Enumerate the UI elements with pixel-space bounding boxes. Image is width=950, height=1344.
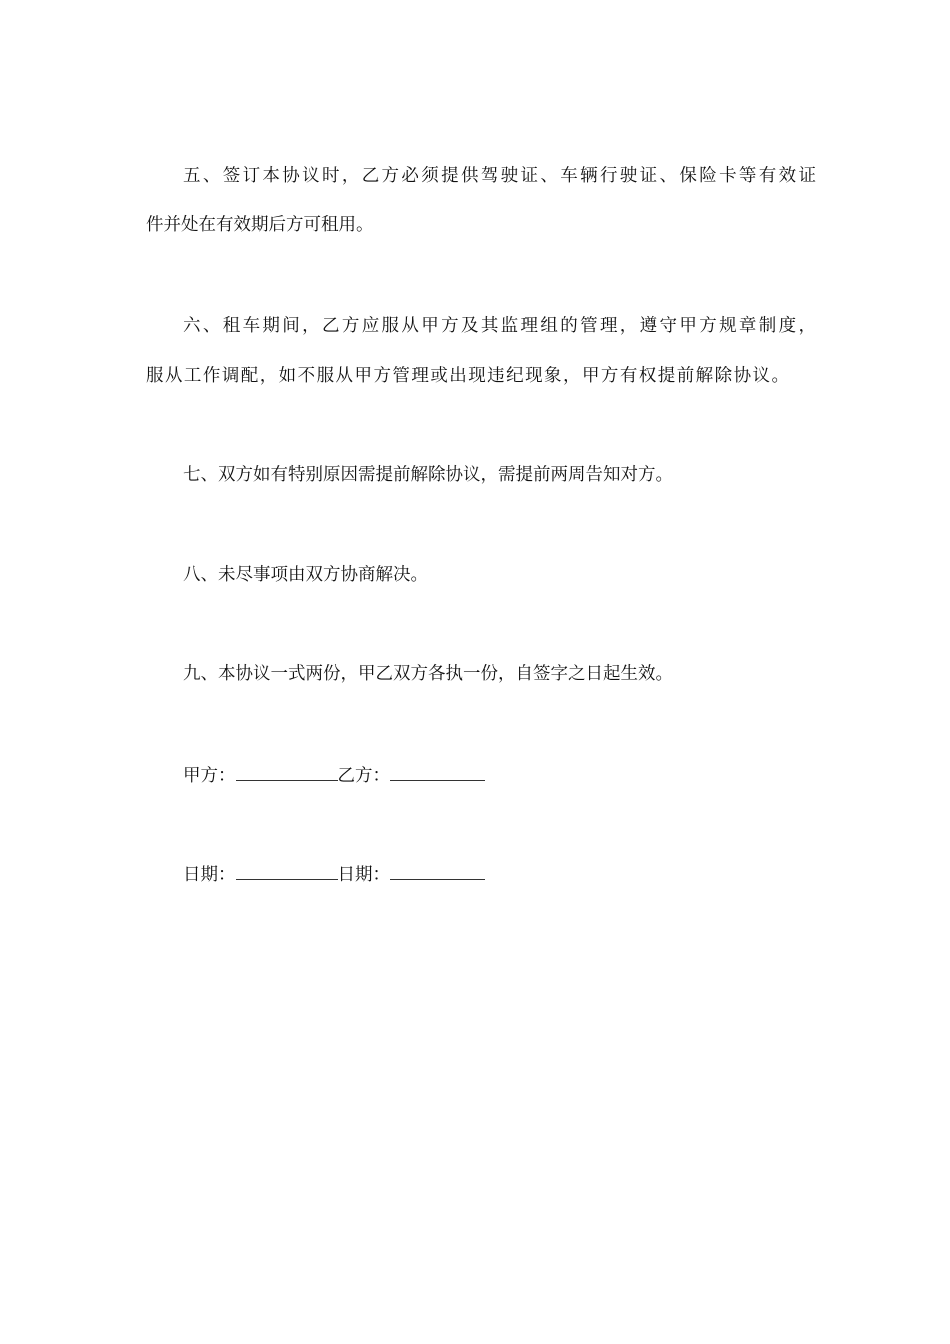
clause-6-line-1: 六、租车期间，乙方应服从甲方及其监理组的管理，遵守甲方规章制度，	[183, 316, 816, 336]
date-b-blank	[390, 861, 485, 880]
clause-8: 八、未尽事项由双方协商解决。	[183, 565, 428, 585]
clause-6-line-2: 服从工作调配，如不服从甲方管理或出现违纪现象，甲方有权提前解除协议。	[146, 366, 789, 386]
date-a-label: 日期：	[183, 865, 236, 885]
party-a-label: 甲方：	[183, 766, 236, 786]
clause-9: 九、本协议一式两份，甲乙双方各执一份，自签字之日起生效。	[183, 664, 673, 684]
date-b-label: 日期：	[337, 865, 390, 885]
clause-5-line-2: 件并处在有效期后方可租用。	[146, 215, 374, 235]
clause-7: 七、双方如有特别原因需提前解除协议，需提前两周告知对方。	[183, 465, 673, 485]
party-b-label: 乙方：	[337, 766, 390, 786]
clause-5-line-1: 五、签订本协议时，乙方必须提供驾驶证、车辆行驶证、保险卡等有效证	[183, 166, 816, 186]
date-signature-row	[183, 861, 485, 887]
party-a-signature-blank	[236, 762, 338, 781]
party-b-signature-blank	[390, 762, 485, 781]
party-signature-row	[183, 762, 485, 788]
date-a-blank	[236, 861, 338, 880]
